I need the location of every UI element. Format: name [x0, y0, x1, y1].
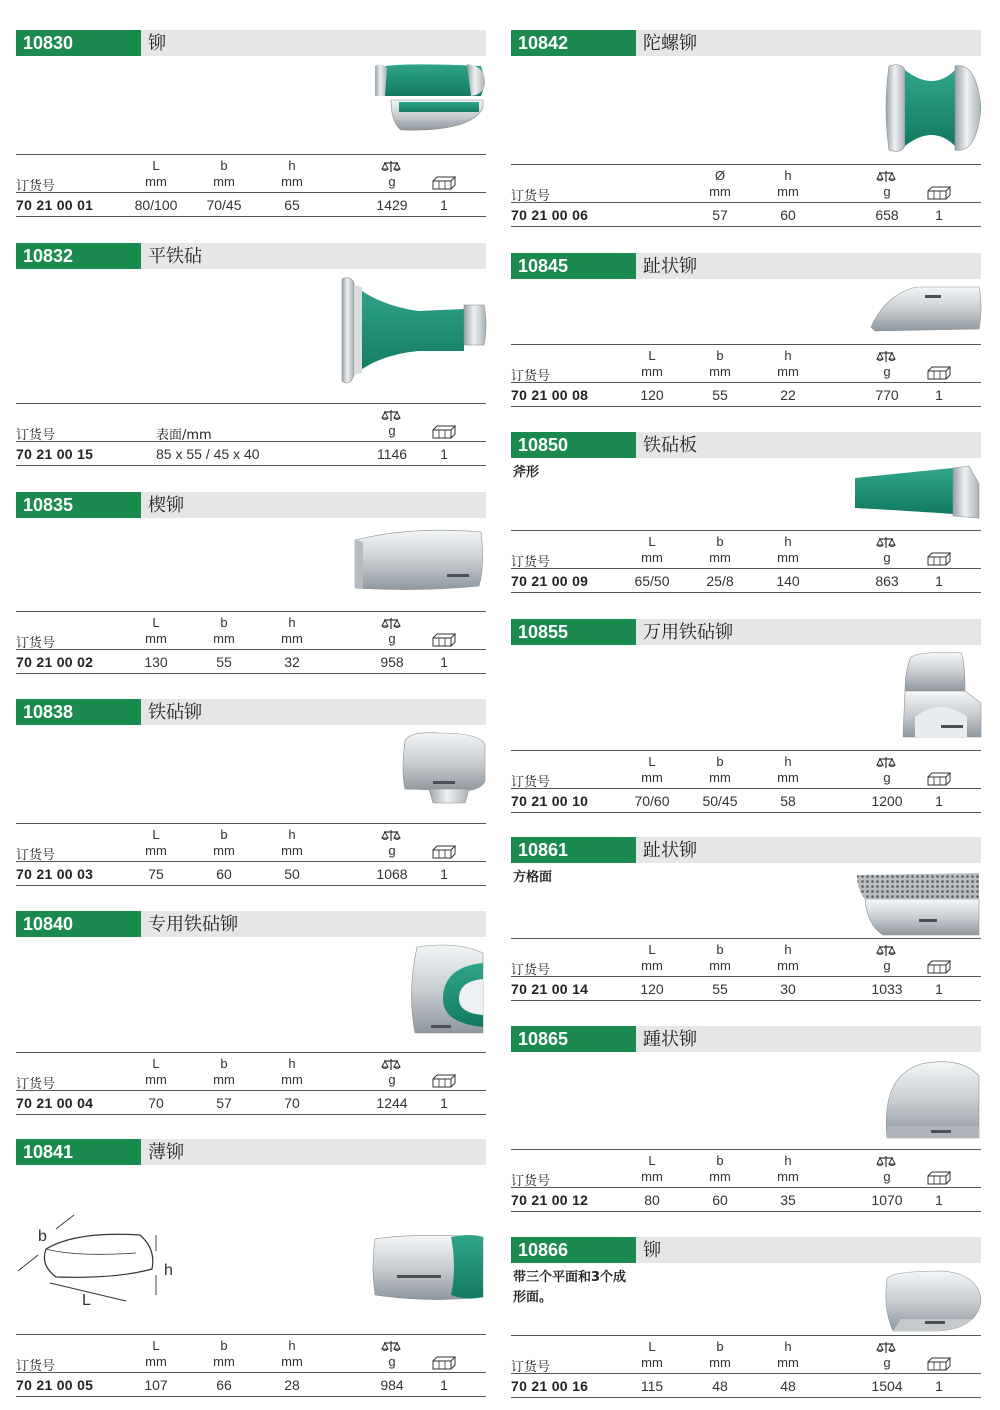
scale-icon	[876, 350, 898, 364]
col-value-h: 140	[776, 573, 800, 589]
article-number: 70 21 00 08	[511, 387, 589, 403]
col-value-b: 50/45	[702, 793, 738, 809]
product-subtitle-line1: 带三个平面和3个成	[513, 1270, 627, 1285]
col-value-L: 65/50	[634, 573, 670, 589]
package-icon	[927, 366, 952, 380]
col-value-h: 48	[780, 1378, 796, 1394]
col-header-L: L	[152, 1056, 160, 1071]
weight-value: 658	[875, 207, 899, 223]
package-icon	[432, 176, 457, 190]
col-header-h: h	[784, 534, 792, 549]
col-value-diameter: 57	[712, 207, 728, 223]
spec-table	[511, 164, 981, 236]
product-code: 10840	[16, 911, 141, 937]
article-number: 70 21 00 09	[511, 573, 589, 589]
weight-unit: g	[883, 1169, 891, 1184]
weight-value: 1070	[871, 1192, 903, 1208]
scale-icon	[381, 1340, 403, 1354]
col-unit: mm	[281, 174, 303, 189]
order-no-label: 订货号	[511, 775, 551, 790]
product-code: 10832	[16, 243, 141, 269]
package-icon	[927, 186, 952, 200]
col-value-b: 66	[216, 1377, 232, 1393]
col-unit: mm	[777, 1355, 799, 1370]
col-unit: mm	[777, 184, 799, 199]
product-code: 10855	[511, 619, 636, 645]
col-header-h: h	[288, 615, 296, 630]
col-unit: mm	[777, 1169, 799, 1184]
pack-qty: 1	[440, 654, 448, 670]
col-header-h: h	[784, 754, 792, 769]
col-unit: mm	[641, 1355, 663, 1370]
universal-dolly-image	[901, 651, 983, 741]
weight-unit: g	[388, 1354, 396, 1369]
scale-icon	[876, 944, 898, 958]
dimension-diagram	[16, 1209, 186, 1305]
col-unit: mm	[213, 1072, 235, 1087]
product-code: 10865	[511, 1026, 636, 1052]
col-header-diameter: Ø	[714, 168, 726, 183]
col-header-b: b	[716, 1339, 724, 1354]
col-header-h: h	[288, 1338, 296, 1353]
product-code: 10835	[16, 492, 141, 518]
col-header-b: b	[220, 1056, 228, 1071]
col-header-L: L	[152, 827, 160, 842]
weight-value: 863	[875, 573, 899, 589]
col-header-b: b	[716, 754, 724, 769]
col-unit: mm	[213, 1354, 235, 1369]
dolly-image	[371, 62, 487, 138]
col-unit: mm	[777, 958, 799, 973]
order-no-label: 订货号	[511, 1360, 551, 1375]
spec-table	[16, 1334, 486, 1406]
anvil-dolly-image	[399, 731, 487, 807]
weight-value: 958	[380, 654, 404, 670]
col-header-h: h	[288, 158, 296, 173]
col-unit: mm	[213, 174, 235, 189]
col-value-L: 80/100	[134, 197, 178, 213]
pack-qty: 1	[935, 573, 943, 589]
article-number: 70 21 00 05	[16, 1377, 94, 1393]
col-unit: mm	[641, 770, 663, 785]
col-unit: mm	[213, 631, 235, 646]
scale-icon	[381, 617, 403, 631]
pack-qty: 1	[440, 1095, 448, 1111]
order-no-label: 订货号	[511, 189, 551, 204]
weight-value: 1068	[376, 866, 408, 882]
col-header-L: L	[648, 754, 656, 769]
col-header-b: b	[220, 827, 228, 842]
col-header-L: L	[648, 942, 656, 957]
weight-value: 1504	[871, 1378, 903, 1394]
article-number: 70 21 00 06	[511, 207, 589, 223]
article-number: 70 21 00 15	[16, 446, 94, 462]
col-header-L: L	[648, 1153, 656, 1168]
col-unit: mm	[709, 1355, 731, 1370]
col-unit: mm	[709, 184, 731, 199]
col-value-h: 28	[284, 1377, 300, 1393]
product-name: 万用铁砧铆	[643, 622, 733, 643]
col-unit: mm	[641, 958, 663, 973]
order-no-label: 订货号	[16, 848, 56, 863]
package-icon	[432, 1074, 457, 1088]
col-unit: mm	[709, 364, 731, 379]
article-number: 70 21 00 16	[511, 1378, 589, 1394]
weight-unit: g	[388, 631, 396, 646]
scale-icon	[876, 1155, 898, 1169]
order-no-label: 订货号	[16, 1077, 56, 1092]
weight-unit: g	[883, 770, 891, 785]
col-value-h: 30	[780, 981, 796, 997]
article-number: 70 21 00 01	[16, 197, 94, 213]
order-no-label: 订货号	[16, 1359, 56, 1374]
weight-unit: g	[883, 1355, 891, 1370]
col-header-L: L	[152, 1338, 160, 1353]
order-no-label: 订货号	[16, 428, 56, 443]
order-no-label: 订货号	[511, 1174, 551, 1189]
col-unit: mm	[709, 1169, 731, 1184]
product-name: 趾状铆	[643, 256, 697, 277]
order-no-label: 订货号	[16, 179, 56, 194]
col-unit: mm	[145, 1072, 167, 1087]
spec-table	[16, 823, 486, 895]
product-name: 薄铆	[148, 1142, 184, 1163]
scale-icon	[876, 1341, 898, 1355]
package-icon	[432, 1356, 457, 1370]
weight-unit: g	[388, 843, 396, 858]
diagram-label-b: b	[38, 1228, 47, 1245]
col-value-h: 35	[780, 1192, 796, 1208]
scale-icon	[876, 756, 898, 770]
col-unit: mm	[641, 1169, 663, 1184]
col-header-b: b	[716, 534, 724, 549]
col-value-L: 115	[640, 1378, 664, 1394]
col-value-L: 75	[148, 866, 164, 882]
col-unit: mm	[281, 1354, 303, 1369]
order-no-label: 订货号	[16, 636, 56, 651]
col-header-L: L	[648, 1339, 656, 1354]
spec-table	[16, 611, 486, 683]
wedge-dolly-image	[351, 526, 487, 594]
diagram-label-L: L	[82, 1292, 91, 1305]
col-value-h: 32	[284, 654, 300, 670]
col-value-b: 55	[712, 981, 728, 997]
col-value-h: 58	[780, 793, 796, 809]
pack-qty: 1	[935, 387, 943, 403]
col-value-L: 130	[144, 654, 168, 670]
col-value-b: 55	[216, 654, 232, 670]
col-header-h: h	[784, 348, 792, 363]
col-header-h: h	[784, 1153, 792, 1168]
col-unit: mm	[777, 770, 799, 785]
scale-icon	[381, 160, 403, 174]
col-unit: mm	[145, 174, 167, 189]
weight-value: 1146	[376, 446, 408, 462]
col-header-L: L	[152, 615, 160, 630]
col-unit: mm	[777, 364, 799, 379]
spec-table	[511, 1149, 981, 1221]
package-icon	[432, 633, 457, 647]
col-unit: mm	[777, 550, 799, 565]
order-no-label: 订货号	[511, 555, 551, 570]
col-unit: mm	[641, 364, 663, 379]
surface-value: 85 x 55 / 45 x 40	[156, 446, 260, 462]
col-value-b: 25/8	[706, 573, 734, 589]
grid-face-toe-dolly-image	[855, 869, 983, 937]
pack-qty: 1	[935, 1378, 943, 1394]
order-no-label: 订货号	[511, 963, 551, 978]
product-subtitle: 斧形	[513, 465, 540, 480]
product-code: 10830	[16, 30, 141, 56]
product-name: 专用铁砧铆	[148, 914, 238, 935]
spec-table	[511, 530, 981, 602]
pack-qty: 1	[935, 793, 943, 809]
pack-qty: 1	[935, 1192, 943, 1208]
weight-unit: g	[883, 364, 891, 379]
product-name: 陀螺铆	[643, 33, 697, 54]
col-unit: mm	[281, 1072, 303, 1087]
col-value-L: 70	[148, 1095, 164, 1111]
weight-unit: g	[883, 184, 891, 199]
col-value-b: 55	[712, 387, 728, 403]
col-value-b: 60	[712, 1192, 728, 1208]
weight-value: 1200	[871, 793, 903, 809]
scale-icon	[876, 536, 898, 550]
spec-table	[511, 1335, 981, 1407]
product-subtitle: 方格面	[513, 870, 553, 885]
spec-table	[511, 750, 981, 822]
col-header-h: h	[784, 1339, 792, 1354]
product-code: 10850	[511, 432, 636, 458]
weight-value: 1429	[376, 197, 408, 213]
package-icon	[927, 552, 952, 566]
surface-label: 表面/mm	[156, 428, 212, 443]
col-unit: mm	[281, 843, 303, 858]
product-code: 10841	[16, 1139, 141, 1165]
product-name: 踵状铆	[643, 1029, 697, 1050]
multi-face-dolly-image	[881, 1269, 983, 1335]
heel-dolly-image	[881, 1056, 983, 1140]
col-value-b: 48	[712, 1378, 728, 1394]
col-header-b: b	[716, 1153, 724, 1168]
col-value-h: 22	[780, 387, 796, 403]
col-header-h: h	[288, 827, 296, 842]
col-unit: mm	[145, 1354, 167, 1369]
product-subtitle-line2: 形面。	[513, 1290, 553, 1305]
diagram-label-h: h	[164, 1262, 173, 1279]
col-header-L: L	[648, 348, 656, 363]
product-code: 10845	[511, 253, 636, 279]
col-header-b: b	[716, 348, 724, 363]
col-header-h: h	[784, 168, 792, 183]
col-value-h: 60	[780, 207, 796, 223]
col-value-L: 120	[640, 981, 664, 997]
spec-table	[511, 938, 981, 1010]
weight-unit: g	[883, 958, 891, 973]
col-header-L: L	[152, 158, 160, 173]
order-no-label: 订货号	[511, 369, 551, 384]
special-anvil-dolly-image	[407, 943, 487, 1039]
product-code: 10861	[511, 837, 636, 863]
scale-icon	[381, 409, 403, 423]
spec-table	[16, 154, 486, 226]
article-number: 70 21 00 12	[511, 1192, 589, 1208]
col-value-h: 65	[284, 197, 300, 213]
col-value-L: 120	[640, 387, 664, 403]
weight-unit: g	[388, 174, 396, 189]
package-icon	[927, 1171, 952, 1185]
pack-qty: 1	[440, 866, 448, 882]
scale-icon	[876, 170, 898, 184]
col-unit: mm	[281, 631, 303, 646]
weight-value: 770	[875, 387, 899, 403]
anvil-plate-image	[853, 464, 983, 520]
weight-unit: g	[883, 550, 891, 565]
toe-dolly-image	[867, 283, 983, 333]
col-unit: mm	[709, 770, 731, 785]
pack-qty: 1	[440, 197, 448, 213]
pack-qty: 1	[440, 1377, 448, 1393]
product-name: 趾状铆	[643, 840, 697, 861]
col-value-L: 70/60	[634, 793, 670, 809]
package-icon	[927, 1357, 952, 1371]
col-header-b: b	[220, 1338, 228, 1353]
col-unit: mm	[709, 550, 731, 565]
col-unit: mm	[145, 631, 167, 646]
article-number: 70 21 00 04	[16, 1095, 94, 1111]
col-header-b: b	[220, 615, 228, 630]
package-icon	[432, 845, 457, 859]
product-name: 铁砧板	[643, 435, 697, 456]
product-code: 10838	[16, 699, 141, 725]
article-number: 70 21 00 10	[511, 793, 589, 809]
article-number: 70 21 00 03	[16, 866, 94, 882]
product-name: 楔铆	[148, 495, 184, 516]
package-icon	[927, 960, 952, 974]
col-unit: mm	[145, 843, 167, 858]
col-value-h: 70	[284, 1095, 300, 1111]
product-name: 铁砧铆	[148, 702, 202, 723]
col-value-L: 107	[144, 1377, 168, 1393]
product-name: 铆	[643, 1240, 661, 1261]
col-header-L: L	[648, 534, 656, 549]
col-header-h: h	[784, 942, 792, 957]
pack-qty: 1	[935, 207, 943, 223]
col-header-h: h	[288, 1056, 296, 1071]
weight-value: 1244	[376, 1095, 408, 1111]
spec-table	[16, 1052, 486, 1124]
col-header-b: b	[220, 158, 228, 173]
col-unit: mm	[641, 550, 663, 565]
weight-unit: g	[388, 1072, 396, 1087]
col-header-b: b	[716, 942, 724, 957]
weight-value: 1033	[871, 981, 903, 997]
col-unit: mm	[709, 958, 731, 973]
product-code: 10866	[511, 1237, 636, 1263]
col-value-b: 60	[216, 866, 232, 882]
spec-table	[511, 344, 981, 416]
spec-table	[16, 403, 486, 475]
pack-qty: 1	[935, 981, 943, 997]
article-number: 70 21 00 02	[16, 654, 94, 670]
col-unit: mm	[213, 843, 235, 858]
article-number: 70 21 00 14	[511, 981, 589, 997]
product-name: 平铁砧	[148, 246, 202, 267]
scale-icon	[381, 829, 403, 843]
product-name: 铆	[148, 33, 166, 54]
package-icon	[432, 425, 457, 439]
package-icon	[927, 772, 952, 786]
anvil-image	[338, 275, 490, 387]
weight-value: 984	[380, 1377, 404, 1393]
spool-dolly-image	[883, 62, 983, 154]
col-value-b: 57	[216, 1095, 232, 1111]
thin-dolly-image	[371, 1233, 487, 1303]
col-value-L: 80	[644, 1192, 660, 1208]
col-value-h: 50	[284, 866, 300, 882]
col-value-b: 70/45	[206, 197, 242, 213]
pack-qty: 1	[440, 446, 448, 462]
scale-icon	[381, 1058, 403, 1072]
product-code: 10842	[511, 30, 636, 56]
weight-unit: g	[388, 423, 396, 438]
